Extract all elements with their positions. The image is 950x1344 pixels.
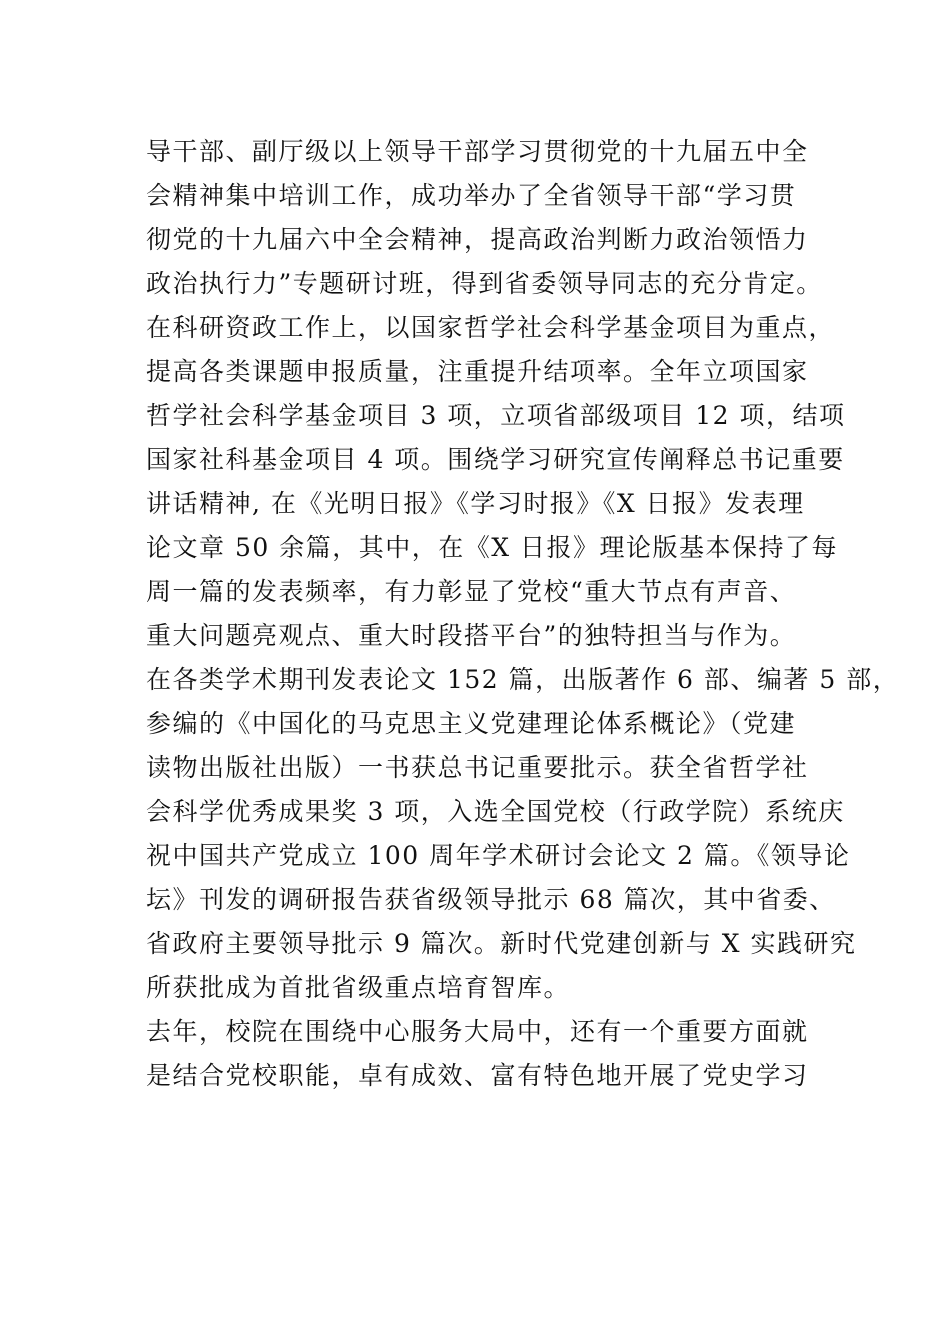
text-line: 省政府主要领导批示 9 篇次。新时代党建创新与 X 实践研究 bbox=[146, 929, 857, 958]
text-line: 所获批成为首批省级重点培育智库。 bbox=[146, 973, 571, 1002]
body-text bbox=[146, 130, 900, 1098]
text-line: 彻党的十九届六中全会精神，提高政治判断力政治领悟力 bbox=[146, 225, 809, 254]
text-line: 读物出版社出版）一书获总书记重要批示。获全省哲学社 bbox=[146, 753, 809, 782]
text-line: 是结合党校职能，卓有成效、富有特色地开展了党史学习 bbox=[146, 1061, 809, 1090]
text-line: 周一篇的发表频率，有力彰显了党校“重大节点有声音、 bbox=[146, 577, 797, 606]
text-line: 坛》刊发的调研报告获省级领导批示 68 篇次，其中省委、 bbox=[146, 885, 836, 914]
text-line: 政治执行力”专题研讨班，得到省委领导同志的充分肯定。 bbox=[146, 269, 823, 298]
text-line: 在科研资政工作上，以国家哲学社会科学基金项目为重点， bbox=[146, 313, 836, 342]
text-line: 哲学社会科学基金项目 3 项，立项省部级项目 12 项，结项 bbox=[146, 401, 846, 430]
text-line: 提高各类课题申报质量，注重提升结项率。全年立项国家 bbox=[146, 357, 809, 386]
text-line: 参编的《中国化的马克思主义党建理论体系概论》（党建 bbox=[146, 709, 797, 738]
text-line: 在各类学术期刊发表论文 152 篇，出版著作 6 部、编著 5 部， bbox=[146, 665, 900, 694]
text-line: 重大问题亮观点、重大时段搭平台”的独特担当与作为。 bbox=[146, 621, 797, 650]
text-line: 国家社科基金项目 4 项。围绕学习研究宣传阐释总书记重要 bbox=[146, 445, 845, 474]
text-line: 会精神集中培训工作，成功举办了全省领导干部“学习贯 bbox=[146, 181, 797, 210]
text-line: 论文章 50 余篇，其中，在《X 日报》理论版基本保持了每 bbox=[146, 533, 838, 562]
text-line: 导干部、副厅级以上领导干部学习贯彻党的十九届五中全 bbox=[146, 137, 809, 166]
text-line: 会科学优秀成果奖 3 项，入选全国党校（行政学院）系统庆 bbox=[146, 797, 845, 826]
text-line: 去年，校院在围绕中心服务大局中，还有一个重要方面就 bbox=[146, 1017, 809, 1046]
text-line: 讲话精神, 在《光明日报》《学习时报》《X 日报》发表理 bbox=[146, 489, 805, 518]
text-line: 祝中国共产党成立 100 周年学术研讨会论文 2 篇。《领导论 bbox=[146, 841, 851, 870]
